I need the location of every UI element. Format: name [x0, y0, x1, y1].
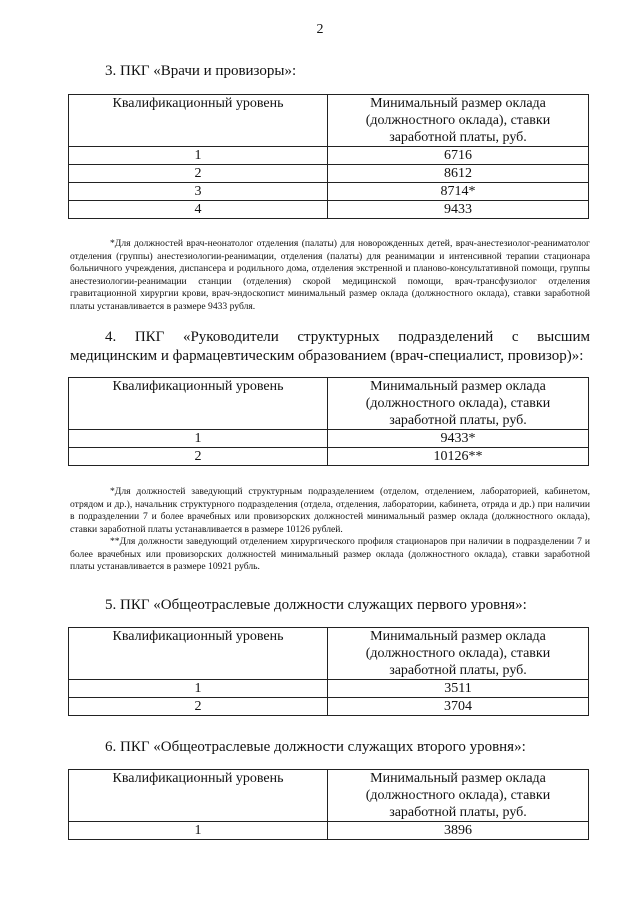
section-3-table — [68, 94, 589, 219]
header-amount-line: (должностного оклада), ставки — [365, 646, 551, 661]
level-cell: 2 — [69, 698, 328, 716]
header-level: Квалификационный уровень — [69, 770, 328, 822]
level-cell: 2 — [69, 448, 328, 466]
header-amount-line: Минимальный размер оклада — [370, 771, 546, 786]
amount-cell: 6716 — [328, 147, 589, 165]
header-amount-line: заработной платы, руб. — [389, 663, 527, 678]
table-row — [69, 680, 589, 698]
level-cell: 1 — [69, 430, 328, 448]
header-amount — [328, 95, 589, 147]
table-row — [69, 822, 589, 840]
header-amount — [328, 378, 589, 430]
header-amount-line: Минимальный размер оклада — [370, 379, 546, 394]
amount-cell: 8714* — [328, 183, 589, 201]
section-5-table — [68, 627, 589, 716]
section-4-footnotes — [70, 486, 590, 574]
footnote-text: *Для должностей врач-неонатолог отделения (палаты) для новорожденных детей, врач-анестезиолог-реаниматолог отделения (группы) анестезиологии-реанимации, отделения (палаты) для реанимации и интенсивной терапии стационара больничного учреждения, диспансера и родильного дома, отделения экстренной и планово-консультативной помощи, группы анестезиологии-реанимации станции (отделения) скорой медицинской помощи, врач-трансфузиолог отделения гравитационной хирургии крови, врач-эндоскопист минимальный размер оклада (должностного оклада), ставки заработной платы устанавливается в размере 9433 рубля. — [70, 238, 590, 312]
table-header-row — [69, 628, 589, 680]
table-row — [69, 165, 589, 183]
table-row — [69, 698, 589, 716]
table-row — [69, 183, 589, 201]
section-4-table — [68, 377, 589, 466]
table-row — [69, 147, 589, 165]
amount-cell: 8612 — [328, 165, 589, 183]
header-amount-line: (должностного оклада), ставки — [365, 788, 551, 803]
table-row — [69, 448, 589, 466]
header-amount-line: Минимальный размер оклада — [370, 96, 546, 111]
table-header-row — [69, 378, 589, 430]
level-cell: 1 — [69, 822, 328, 840]
section-3-heading: 3. ПКГ «Врачи и провизоры»: — [105, 63, 297, 79]
amount-cell: 10126** — [328, 448, 589, 466]
section-4-heading: 4. ПКГ «Руководители структурных подразделений с высшим медицинским и фармацевтическим образованием (врач-специалист, провизор)»: — [70, 329, 590, 364]
level-cell: 2 — [69, 165, 328, 183]
footnote-text: *Для должностей заведующий структурным подразделением (отделом, отделением, лабораторией, кабинетом, отрядом и др.), начальник структурного подразделения (отдела, отделения, лаборатории, кабинета, отряда и др.) при наличии в подразделении 7 и более врачебных или провизорских должностей минимальный размер оклада (должностного оклада), ставки заработной платы устанавливается в размере 10126 рублей. — [70, 486, 590, 535]
level-cell: 3 — [69, 183, 328, 201]
table-header-row — [69, 770, 589, 822]
amount-cell: 3511 — [328, 680, 589, 698]
section-6-heading: 6. ПКГ «Общеотраслевые должности служащих второго уровня»: — [105, 739, 526, 755]
section-5-heading: 5. ПКГ «Общеотраслевые должности служащих первого уровня»: — [105, 597, 527, 613]
footnote-text: **Для должности заведующий отделением хирургического профиля стационаров при наличии в подразделении 7 и более врачебных или провизорских должностей минимальный размер оклада (должностного оклада), ставки заработной платы устанавливается в размере 10921 рубль. — [70, 536, 590, 572]
table-header-row — [69, 95, 589, 147]
amount-cell: 3704 — [328, 698, 589, 716]
header-amount-line: (должностного оклада), ставки — [365, 113, 551, 128]
header-amount — [328, 628, 589, 680]
header-amount-line: заработной платы, руб. — [389, 130, 527, 145]
header-amount-line: заработной платы, руб. — [389, 413, 527, 428]
header-level: Квалификационный уровень — [69, 378, 328, 430]
amount-cell: 9433 — [328, 201, 589, 219]
header-level: Квалификационный уровень — [69, 95, 328, 147]
section-6-table — [68, 769, 589, 840]
table-row — [69, 201, 589, 219]
amount-cell: 9433* — [328, 430, 589, 448]
header-amount-line: заработной платы, руб. — [389, 805, 527, 820]
level-cell: 1 — [69, 147, 328, 165]
level-cell: 1 — [69, 680, 328, 698]
level-cell: 4 — [69, 201, 328, 219]
amount-cell: 3896 — [328, 822, 589, 840]
table-row — [69, 430, 589, 448]
page-number: 2 — [316, 22, 324, 37]
section-3-footnote — [70, 238, 590, 313]
header-amount-line: Минимальный размер оклада — [370, 629, 546, 644]
header-amount-line: (должностного оклада), ставки — [365, 396, 551, 411]
header-amount — [328, 770, 589, 822]
header-level: Квалификационный уровень — [69, 628, 328, 680]
